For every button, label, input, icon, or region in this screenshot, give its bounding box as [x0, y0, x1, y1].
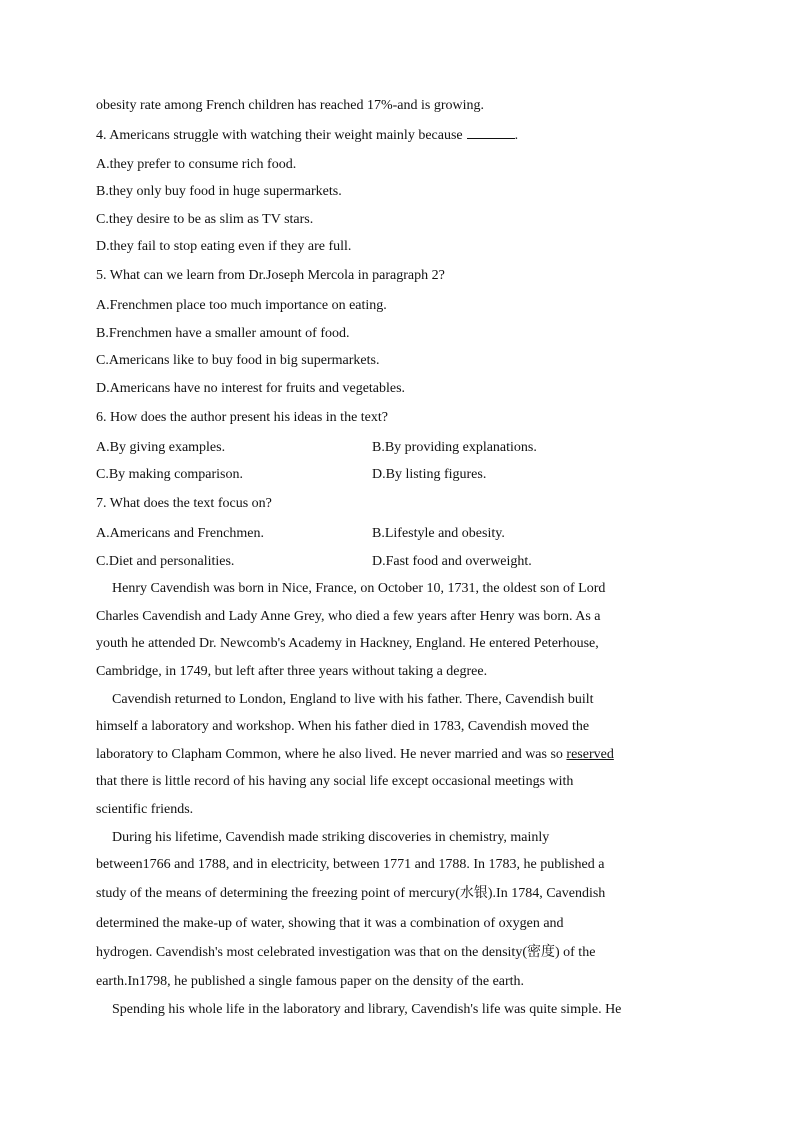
option-6b: B.By providing explanations.: [372, 440, 537, 455]
paragraph-2-line: Cavendish returned to London, England to live with his father. There, Cavendish built: [112, 692, 594, 707]
option-5b: B.Frenchmen have a smaller amount of food.: [96, 326, 350, 341]
option-4a: A.they prefer to consume rich food.: [96, 157, 297, 172]
question-4: 4. Americans struggle with watching their weight mainly because .: [96, 128, 519, 143]
paragraph-1-line: youth he attended Dr. Newcomb's Academy in Hackney, England. He entered Peterhouse,: [96, 636, 599, 651]
question-6: 6. How does the author present his ideas in the text?: [96, 410, 388, 425]
paragraph-3-line: determined the make-up of water, showing that it was a combination of oxygen and: [96, 916, 564, 931]
paragraph-1-line: Cambridge, in 1749, but left after three years without taking a degree.: [96, 664, 488, 679]
question-5: 5. What can we learn from Dr.Joseph Mercola in paragraph 2?: [96, 268, 445, 283]
paragraph-2-line: himself a laboratory and workshop. When his father died in 1783, Cavendish moved the: [96, 719, 590, 734]
option-6c: C.By making comparison.: [96, 467, 243, 482]
underlined-word: reserved: [566, 747, 614, 762]
option-4d: D.they fail to stop eating even if they are full.: [96, 239, 352, 254]
paragraph-3-line: earth.In1798, he published a single famous paper on the density of the earth.: [96, 974, 525, 989]
option-6a: A.By giving examples.: [96, 440, 226, 455]
option-6d: D.By listing figures.: [372, 467, 487, 482]
paragraph-3-line: During his lifetime, Cavendish made striking discoveries in chemistry, mainly: [112, 830, 550, 845]
text-line: obesity rate among French children has reached 17%-and is growing.: [96, 98, 484, 113]
answer-blank: [467, 126, 515, 139]
paragraph-3-line: study of the means of determining the freezing point of mercury(水银).In 1784, Cavendish: [96, 886, 606, 901]
option-5d: D.Americans have no interest for fruits and vegetables.: [96, 381, 406, 396]
paragraph-4-line: Spending his whole life in the laboratory and library, Cavendish's life was quite simple. He: [112, 1002, 622, 1017]
paragraph-1-line: Henry Cavendish was born in Nice, France, on October 10, 1731, the oldest son of Lord: [112, 581, 606, 596]
option-4b: B.they only buy food in huge supermarkets.: [96, 184, 342, 199]
option-4c: C.they desire to be as slim as TV stars.: [96, 212, 314, 227]
option-7b: B.Lifestyle and obesity.: [372, 526, 505, 541]
option-5a: A.Frenchmen place too much importance on eating.: [96, 298, 387, 313]
option-7a: A.Americans and Frenchmen.: [96, 526, 264, 541]
question-7: 7. What does the text focus on?: [96, 496, 272, 511]
paragraph-2-text: laboratory to Clapham Common, where he also lived. He never married and was so: [96, 747, 567, 762]
paragraph-3-line: between1766 and 1788, and in electricity, between 1771 and 1788. In 1783, he published a: [96, 857, 605, 872]
paragraph-3-line: hydrogen. Cavendish's most celebrated investigation was that on the density(密度) of the: [96, 945, 596, 960]
option-7d: D.Fast food and overweight.: [372, 554, 532, 569]
paragraph-2-line: that there is little record of his having any social life except occasional meetings with: [96, 774, 574, 789]
paragraph-1-line: Charles Cavendish and Lady Anne Grey, who died a few years after Henry was born. As a: [96, 609, 601, 624]
option-5c: C.Americans like to buy food in big supermarkets.: [96, 353, 380, 368]
option-7c: C.Diet and personalities.: [96, 554, 235, 569]
paragraph-2-line: scientific friends.: [96, 802, 194, 817]
question-4-stem: 4. Americans struggle with watching their weight mainly because: [96, 128, 463, 143]
paragraph-2-line: [96, 746, 614, 764]
